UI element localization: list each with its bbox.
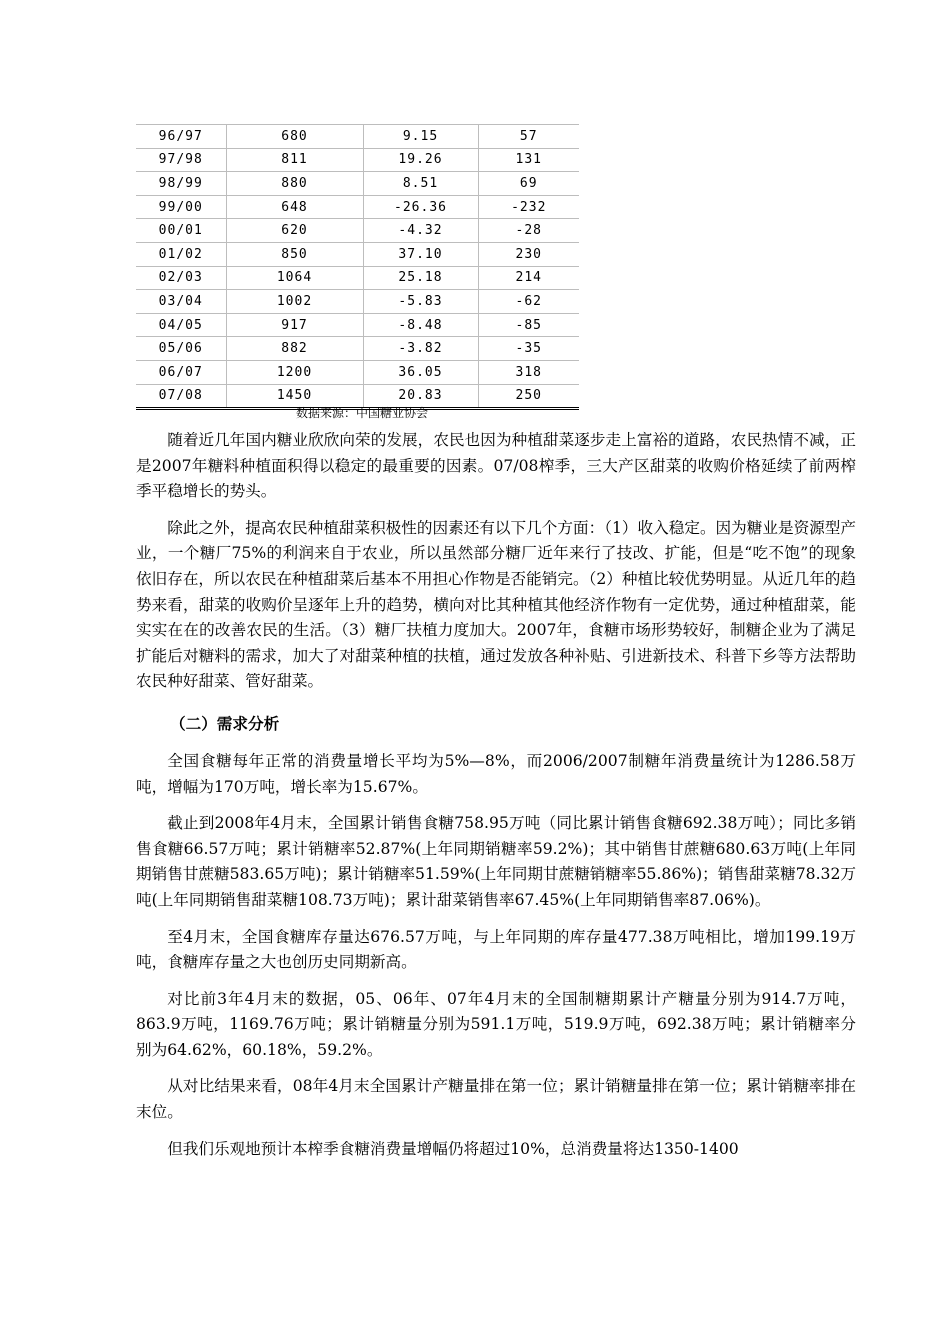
table-cell: -8.48 [363,313,478,337]
table-row [136,313,579,337]
paragraph-7: 从对比结果来看，08年4月末全国累计产糖量排在第一位；累计销糖量排在第一位；累计销糖率排在末位。 [136,1077,856,1122]
table-cell: 25.18 [363,266,478,290]
table-row [136,148,579,172]
section-heading: （二）需求分析 [170,714,280,733]
table-cell: 8.51 [363,172,478,196]
table-cell: 214 [478,266,579,290]
table-cell: 850 [226,242,363,266]
table-cell: 02/03 [136,266,226,290]
table-cell: 1200 [226,360,363,384]
paragraph-8: 但我们乐观地预计本榨季食糖消费量增幅仍将超过10%，总消费量将达1350-1400 [167,1139,739,1158]
table-cell: -232 [478,195,579,219]
table-cell: -3.82 [363,337,478,361]
table-cell: -26.36 [363,195,478,219]
table-row [136,125,579,149]
table-cell: 07/08 [136,384,226,409]
table-cell: 03/04 [136,290,226,314]
table-cell: 811 [226,148,363,172]
table-cell: 250 [478,384,579,409]
paragraph-4: 截止到2008年4月末，全国累计销售食糖758.95万吨（同比累计销售食糖692.38万吨）；同比多销售食糖66.57万吨；累计销糖率52.87%(上年同期销糖率59.2%)；其中销售甘蔗糖680.63万吨(上年同期销售甘蔗糖583.65万吨)；累计销糖率51.59%(上年同期甘蔗糖销糖率55.86%)；销售甜菜糖78.32万吨(上年同期销售甜菜糖108.73万吨)；累计甜菜销售率67.45%(上年同期销售率87.06%)。 [136,814,856,909]
paragraph-2: 除此之外，提高农民种植甜菜积极性的因素还有以下几个方面：（1）收入稳定。因为糖业是资源型产业，一个糖厂75%的利润来自于农业，所以虽然部分糖厂近年来行了技改、扩能，但是“吃不饱”的现象依旧存在，所以农民在种植甜菜后基本不用担心作物是否能销完。（2）种植比较优势明显。从近几年的趋势来看，甜菜的收购价呈逐年上升的趋势，横向对比其种植其他经济作物有一定优势，通过种植甜菜，能实实在在的改善农民的生活。（3）糖厂扶植力度加大。2007年，食糖市场形势较好，制糖企业为了满足扩能后对糖料的需求，加大了对甜菜种植的扶植，通过发放各种补贴、引进新技术、科普下乡等方法帮助农民种好甜菜、管好甜菜。 [136,518,856,691]
table-cell: 04/05 [136,313,226,337]
table-cell: 57 [478,125,579,149]
table-cell: 882 [226,337,363,361]
paragraph-6: 对比前3年4月末的数据，05、06年、07年4月末的全国制糖期累计产糖量分别为914.7万吨，863.9万吨，1169.76万吨；累计销糖量分别为591.1万吨，519.9万吨，692.38万吨；累计销糖率分别为64.62%，60.18%，59.2%。 [136,989,856,1059]
table-row [136,195,579,219]
table-cell: 680 [226,125,363,149]
table-cell: 1064 [226,266,363,290]
table-source-note: 数据来源：中国糖业协会 [296,406,429,420]
table-cell: -4.32 [363,219,478,243]
table-cell: 05/06 [136,337,226,361]
table-cell: 69 [478,172,579,196]
sugar-data-table [136,124,579,410]
table-cell: -35 [478,337,579,361]
table-cell: 880 [226,172,363,196]
table-row [136,290,579,314]
table-row [136,172,579,196]
table-cell: 648 [226,195,363,219]
paragraph-1: 随着近几年国内糖业欣欣向荣的发展，农民也因为种植甜菜逐步走上富裕的道路，农民热情不减，正是2007年糖料种植面积得以稳定的最重要的因素。07/08榨季，三大产区甜菜的收购价格延续了前两榨季平稳增长的势头。 [136,431,856,501]
table-cell: 00/01 [136,219,226,243]
table-cell: 98/99 [136,172,226,196]
table-cell: -62 [478,290,579,314]
paragraph-3: 全国食糖每年正常的消费量增长平均为5%—8%，而2006/2007制糖年消费量统计为1286.58万吨，增幅为170万吨，增长率为15.67%。 [136,751,856,796]
table-cell: 36.05 [363,360,478,384]
table-cell: 19.26 [363,148,478,172]
table-cell: 20.83 [363,384,478,409]
table-cell: 9.15 [363,125,478,149]
table-cell: -28 [478,219,579,243]
table-row [136,337,579,361]
table-cell: -5.83 [363,290,478,314]
table-cell: 96/97 [136,125,226,149]
paragraph-5: 至4月末，全国食糖库存量达676.57万吨，与上年同期的库存量477.38万吨相比，增加199.19万吨，食糖库存量之大也创历史同期新高。 [136,927,856,972]
table-row [136,266,579,290]
table-cell: 06/07 [136,360,226,384]
table-row [136,219,579,243]
table-cell: 01/02 [136,242,226,266]
table-cell: 97/98 [136,148,226,172]
table-cell: 230 [478,242,579,266]
table-row [136,360,579,384]
table-cell: 917 [226,313,363,337]
table-cell: 1450 [226,384,363,409]
table-cell: 1002 [226,290,363,314]
table-cell: 131 [478,148,579,172]
table-cell: -85 [478,313,579,337]
table-row [136,242,579,266]
table-cell: 99/00 [136,195,226,219]
table-cell: 318 [478,360,579,384]
document-body [136,428,856,1173]
table-body [136,125,579,409]
table-cell: 37.10 [363,242,478,266]
table-cell: 620 [226,219,363,243]
